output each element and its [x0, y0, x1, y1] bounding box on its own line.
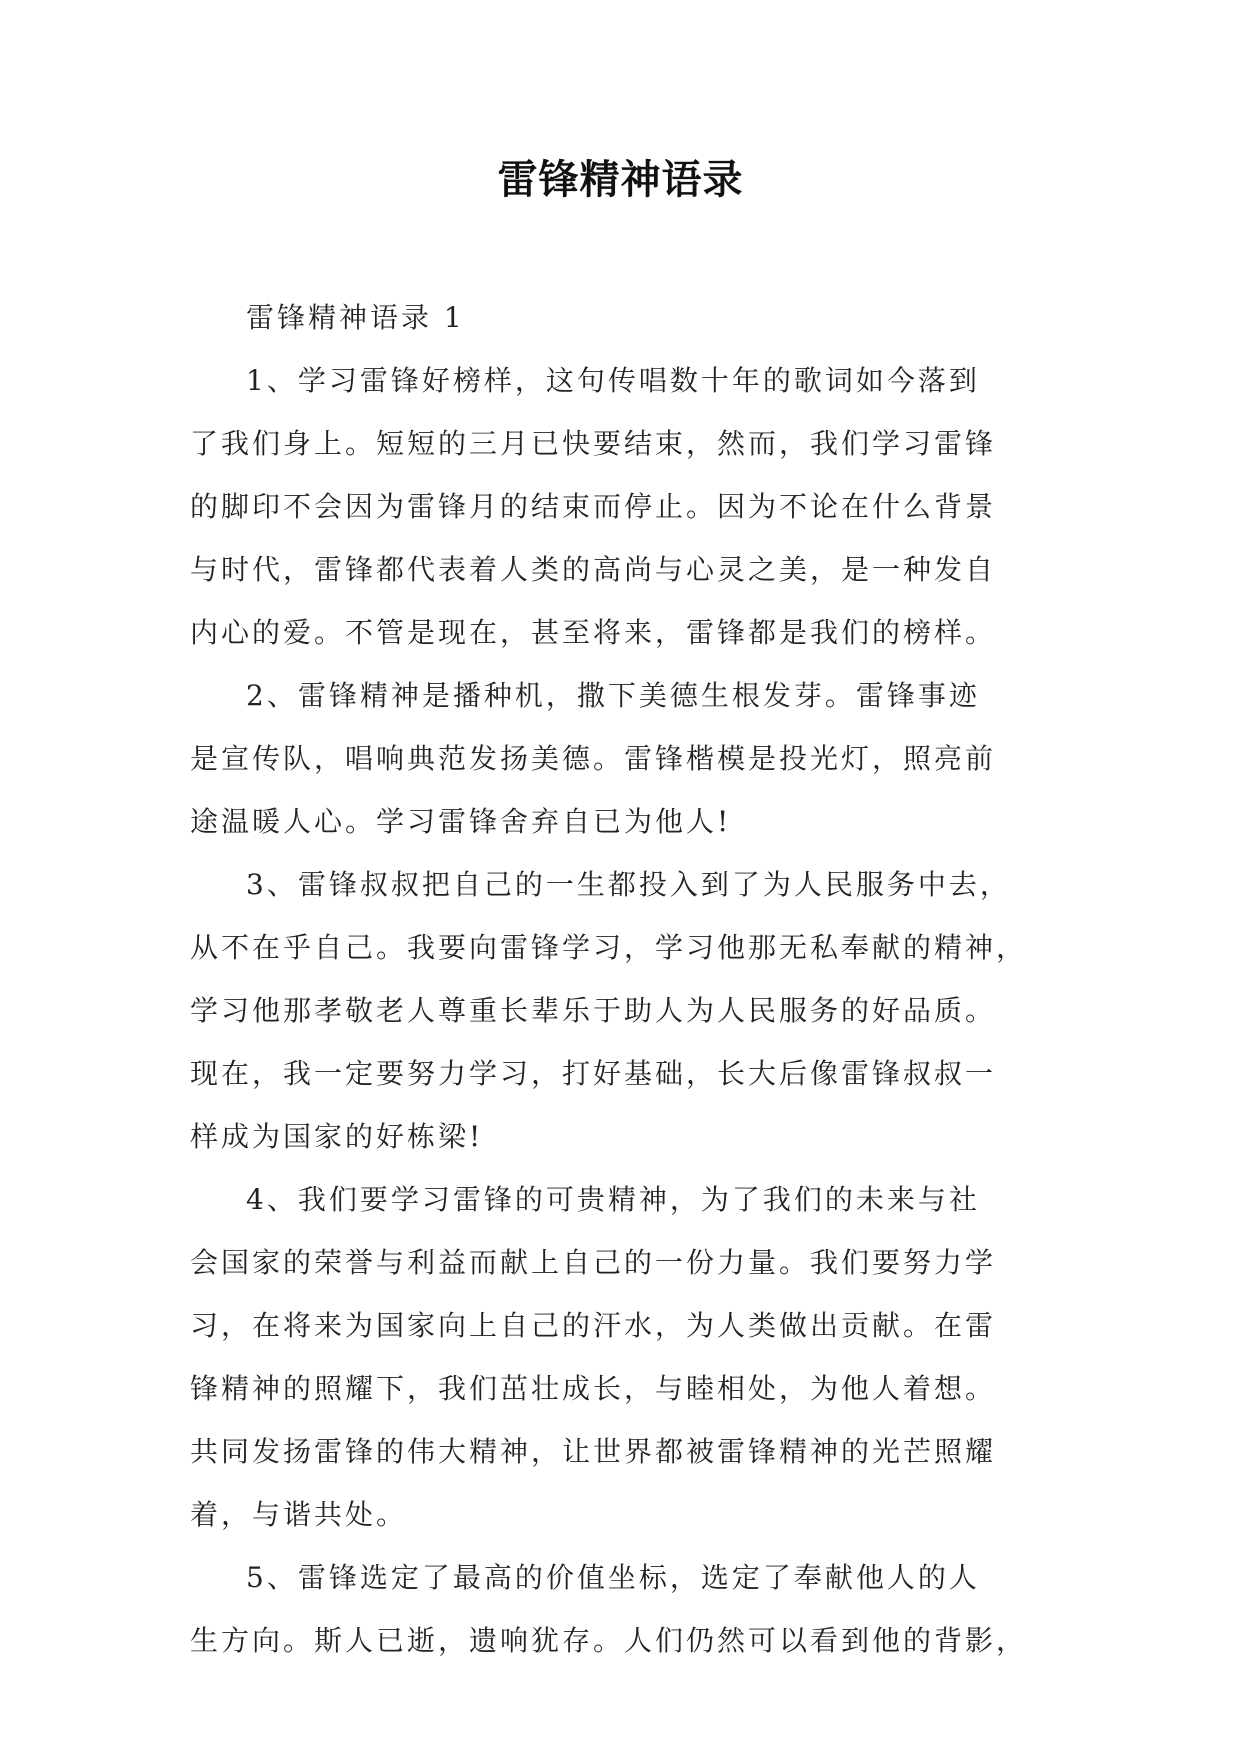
- document-body: [190, 286, 1060, 1672]
- quote-paragraph-1: 1、学习雷锋好榜样，这句传唱数十年的歌词如今落到 了我们身上。短短的三月已快要结束，然而，我们学习雷锋 的脚印不会因为雷锋月的结束而停止。因为不论在什么背景 与时代，雷锋都代表着人类的高尚与心灵之美，是一种发自 内心的爱。不管是现在，甚至将来，雷锋都是我们的榜样。: [190, 364, 997, 649]
- document-title: 雷锋精神语录: [497, 157, 744, 203]
- quote-paragraph-2: 2、雷锋精神是播种机，撒下美德生根发芽。雷锋事迹 是宣传队，唱响典范发扬美德。雷锋楷模是投光灯，照亮前 途温暖人心。学习雷锋舍弃自已为他人!: [190, 679, 997, 838]
- section-heading: 雷锋精神语录 1: [246, 301, 465, 334]
- quote-paragraph-5: 5、雷锋选定了最高的价值坐标，选定了奉献他人的人 生方向。斯人已逝，遗响犹存。人们仍然可以看到他的背影，: [190, 1561, 1028, 1657]
- quote-paragraph-4: 4、我们要学习雷锋的可贵精神，为了我们的未来与社 会国家的荣誉与利益而献上自己的一份力量。我们要努力学 习，在将来为国家向上自己的汗水，为人类做出贡献。在雷 锋精神的照耀下，我们茁壮成长，与睦相处，为他人着想。 共同发扬雷锋的伟大精神，让世界都被雷锋精神的光芒照耀 着，与谐共处。: [190, 1183, 997, 1531]
- quote-paragraph-3: 3、雷锋叔叔把自己的一生都投入到了为人民服务中去， 从不在乎自己。我要向雷锋学习，学习他那无私奉献的精神， 学习他那孝敬老人尊重长辈乐于助人为人民服务的好品质。 现在，我一定要努力学习，打好基础，长大后像雷锋叔叔一 样成为国家的好栋梁!: [190, 868, 1028, 1153]
